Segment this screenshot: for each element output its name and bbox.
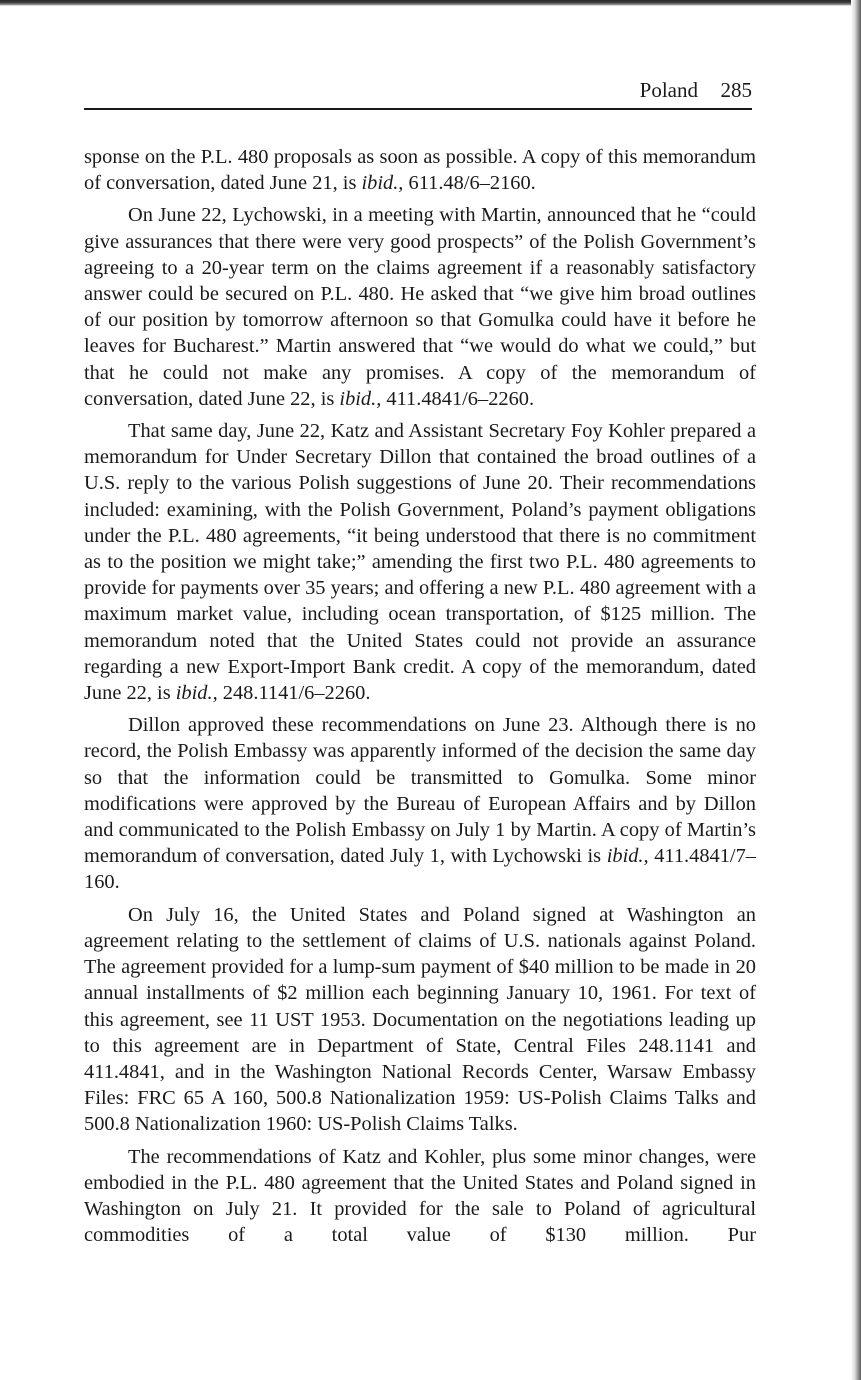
- paragraph: [84, 1144, 756, 1249]
- section-title: Poland: [639, 78, 698, 102]
- citation-ibid: ibid.,: [606, 845, 649, 868]
- running-head: [84, 74, 752, 110]
- text-run: That same day, June 22, Katz and Assistant Secretary Foy Kohler prepared a memorandum for Under Secretary Dillon that contained the broad outlines of a U.S. reply to the various Polish suggestions of June 20. Their recommendations included: examining, with the Polish Government, Poland’s payment obligations under the P.L. 480 agreements, “it being understood that there is no commitment as to the position we might take;” amending the first two P.L. 480 agreements to provide for payments over 35 years; and offering a new P.L. 480 agreement with a maximum market value, including ocean transportation, of $125 million. The memorandum noted that the United States could not provide an assurance regarding a new Export-Import Bank credit. A copy of the memorandum, dated June 22, is: [84, 420, 756, 705]
- paragraph: [84, 202, 756, 412]
- text-run: sponse on the P.L. 480 proposals as soon as possible. A copy of this memorandum of conversation, dated June 21, is: [84, 146, 756, 195]
- citation-ibid: ibid.,: [175, 682, 218, 705]
- page-number: 285: [720, 78, 752, 102]
- body-text: [84, 144, 756, 1254]
- text-run: 411.4841/6–2260.: [381, 387, 535, 410]
- citation-ibid: ibid.,: [339, 387, 382, 410]
- paragraph: [84, 418, 756, 706]
- text-run: 611.48/6–2160.: [403, 172, 536, 195]
- scan-edge-right: [851, 0, 861, 1380]
- text-run: The recommendations of Katz and Kohler, plus some minor changes, were embodied in the P.L. 480 agreement that the United States and Poland signed in Washington on July 21. It provided for the sale to Poland of agricultural commodities of a total value of $130 million. Pur: [84, 1145, 756, 1247]
- text-run: 248.1141/6–2260.: [217, 682, 371, 705]
- paragraph: [84, 902, 756, 1138]
- scan-edge-top: [0, 0, 861, 6]
- citation-ibid: ibid.,: [361, 172, 404, 195]
- paragraph: [84, 144, 756, 196]
- text-run: Dillon approved these recommendations on June 23. Although there is no record, the Polish Embassy was apparently informed of the decision the same day so that the information could be transmitted to Gomulka. Some minor modifications were approved by the Bureau of European Affairs and by Dillon and communicated to the Polish Embassy on July 1 by Martin. A copy of Martin’s memorandum of conversation, dated July 1, with Lychowski is: [84, 714, 756, 868]
- text-run: On July 16, the United States and Poland signed at Washington an agreement relating to the settlement of claims of U.S. nationals against Poland. The agreement provided for a lump-sum payment of $40 million to be made in 20 annual installments of $2 million each beginning January 10, 1961. For text of this agreement, see 11 UST 1953. Documentation on the negotiations leading up to this agreement are in Department of State, Central Files 248.1141 and 411.4841, and in the Washington National Records Center, Warsaw Embassy Files: FRC 65 A 160, 500.8 Nationalization 1959: US-Polish Claims Talks and 500.8 Nationalization 1960: US-Polish Claims Talks.: [84, 903, 756, 1136]
- paragraph: [84, 712, 756, 895]
- text-run: On June 22, Lychowski, in a meeting with Martin, announced that he “could give assurances that there were very good prospects” of the Polish Government’s agreeing to a 20-year term on the claims agreement if a reasonably satisfactory answer could be secured on P.L. 480. He asked that “we give him broad outlines of our position by tomorrow afternoon so that Gomulka could have it before he leaves for Bucharest.” Martin answered that “we would do what we could,” but that he could not make any promises. A copy of the memorandum of conversation, dated June 22, is: [84, 204, 756, 410]
- text-run: 411.4841/7–160.: [84, 845, 756, 894]
